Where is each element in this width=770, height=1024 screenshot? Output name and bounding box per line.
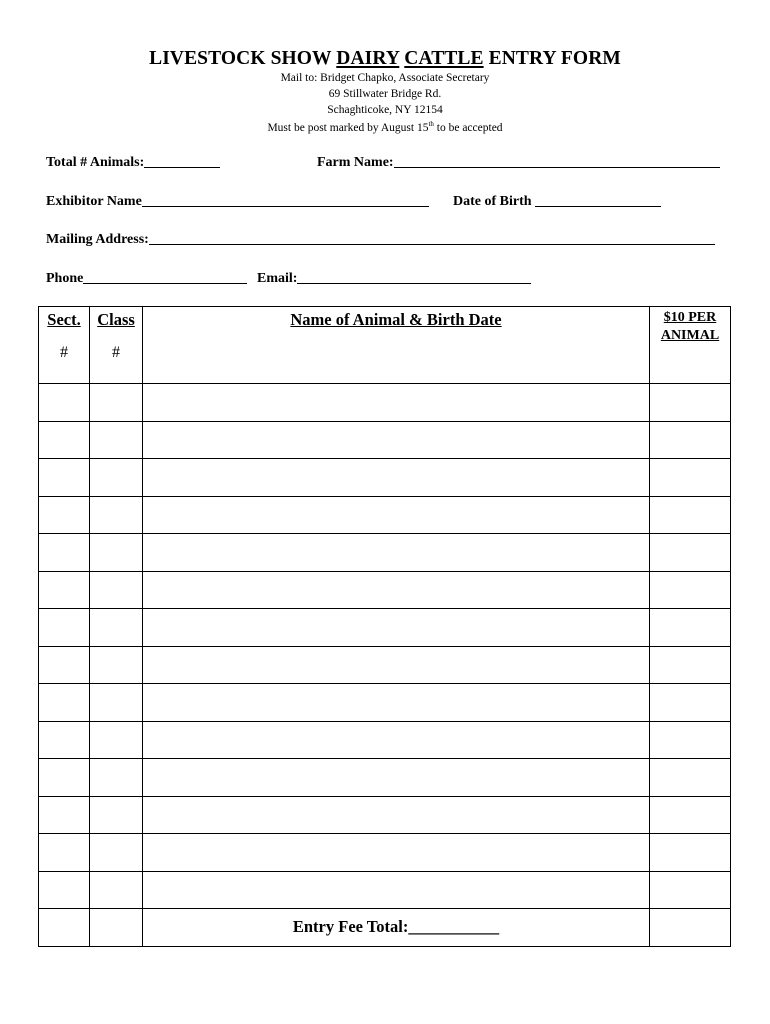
class-cell[interactable] xyxy=(90,684,143,722)
mailing-address-blank[interactable] xyxy=(149,230,715,245)
class-cell[interactable] xyxy=(90,909,143,947)
table-row xyxy=(39,534,731,572)
table-row xyxy=(39,459,731,497)
fee-cell[interactable] xyxy=(650,609,731,647)
animal-name-cell[interactable] xyxy=(143,646,650,684)
entry-fee-total[interactable]: Entry Fee Total:___________ xyxy=(143,909,650,947)
fee-cell[interactable] xyxy=(650,909,731,947)
fee-cell[interactable] xyxy=(650,459,731,497)
animal-name-cell[interactable] xyxy=(143,459,650,497)
sect-cell[interactable] xyxy=(39,646,90,684)
table-row xyxy=(39,384,731,422)
fee-cell[interactable] xyxy=(650,571,731,609)
fee-cell[interactable] xyxy=(650,834,731,872)
sect-header: Sect. # xyxy=(39,307,90,384)
animal-name-cell[interactable] xyxy=(143,496,650,534)
animal-name-cell[interactable] xyxy=(143,571,650,609)
sect-cell[interactable] xyxy=(39,759,90,797)
mailing-address-field[interactable] xyxy=(46,230,715,248)
table-row xyxy=(39,571,731,609)
table-header-row xyxy=(39,307,731,384)
animal-name-cell[interactable] xyxy=(143,871,650,909)
entries-table xyxy=(38,306,731,947)
table-row xyxy=(39,609,731,647)
table-row xyxy=(39,496,731,534)
exhibitor-name-field[interactable] xyxy=(46,192,429,210)
sect-cell[interactable] xyxy=(39,534,90,572)
class-cell[interactable] xyxy=(90,384,143,422)
animal-name-cell[interactable] xyxy=(143,684,650,722)
farm-name-label: Farm Name: xyxy=(317,155,394,170)
sect-cell[interactable] xyxy=(39,421,90,459)
street-line: 69 Stillwater Bridge Rd. xyxy=(328,88,442,100)
table-row xyxy=(39,796,731,834)
animal-name-cell[interactable] xyxy=(143,721,650,759)
sect-cell[interactable] xyxy=(39,496,90,534)
table-row xyxy=(39,684,731,722)
total-animals-blank[interactable] xyxy=(144,153,220,168)
class-cell[interactable] xyxy=(90,421,143,459)
sect-cell[interactable] xyxy=(39,871,90,909)
sect-cell[interactable] xyxy=(39,909,90,947)
fee-cell[interactable] xyxy=(650,496,731,534)
phone-field[interactable] xyxy=(46,269,247,287)
sect-cell[interactable] xyxy=(39,684,90,722)
table-row xyxy=(39,759,731,797)
animal-name-cell[interactable] xyxy=(143,421,650,459)
fee-cell[interactable] xyxy=(650,421,731,459)
class-cell[interactable] xyxy=(90,646,143,684)
table-row xyxy=(39,721,731,759)
class-cell[interactable] xyxy=(90,721,143,759)
entry-fee-total-row xyxy=(39,909,731,947)
table-row xyxy=(39,871,731,909)
exhibitor-name-label: Exhibitor Name xyxy=(46,194,142,209)
fee-cell[interactable] xyxy=(650,759,731,797)
date-of-birth-field[interactable] xyxy=(453,192,661,210)
animal-name-cell[interactable] xyxy=(143,834,650,872)
class-cell[interactable] xyxy=(90,759,143,797)
fee-cell[interactable] xyxy=(650,534,731,572)
class-cell[interactable] xyxy=(90,459,143,497)
fee-header: $10 PER ANIMAL xyxy=(650,307,731,384)
animal-name-cell[interactable] xyxy=(143,796,650,834)
sect-cell[interactable] xyxy=(39,571,90,609)
form-title: LIVESTOCK SHOW DAIRY CATTLE ENTRY FORM xyxy=(149,48,621,69)
mailing-address-label: Mailing Address: xyxy=(46,232,149,247)
email-label: Email: xyxy=(257,271,298,286)
total-animals-field[interactable] xyxy=(46,153,220,171)
table-row xyxy=(39,421,731,459)
name-header: Name of Animal & Birth Date xyxy=(143,307,650,384)
class-cell[interactable] xyxy=(90,534,143,572)
fee-cell[interactable] xyxy=(650,684,731,722)
class-cell[interactable] xyxy=(90,834,143,872)
fee-cell[interactable] xyxy=(650,796,731,834)
total-animals-label: Total # Animals: xyxy=(46,155,145,170)
table-row xyxy=(39,834,731,872)
class-cell[interactable] xyxy=(90,871,143,909)
animal-name-cell[interactable] xyxy=(143,609,650,647)
sect-cell[interactable] xyxy=(39,834,90,872)
email-field[interactable] xyxy=(257,269,531,287)
animal-name-cell[interactable] xyxy=(143,384,650,422)
fee-cell[interactable] xyxy=(650,384,731,422)
class-cell[interactable] xyxy=(90,496,143,534)
deadline-line: Must be post marked by August 15th to be accepted xyxy=(267,120,503,134)
mail-to-line: Mail to: Bridget Chapko, Associate Secretary xyxy=(280,72,490,84)
class-cell[interactable] xyxy=(90,796,143,834)
sect-cell[interactable] xyxy=(39,796,90,834)
phone-label: Phone xyxy=(46,271,84,286)
sect-cell[interactable] xyxy=(39,384,90,422)
sect-cell[interactable] xyxy=(39,609,90,647)
sect-cell[interactable] xyxy=(39,459,90,497)
email-blank[interactable] xyxy=(297,269,531,284)
animal-name-cell[interactable] xyxy=(143,759,650,797)
fee-cell[interactable] xyxy=(650,646,731,684)
date-of-birth-label: Date of Birth xyxy=(453,194,532,209)
phone-blank[interactable] xyxy=(83,269,247,284)
fee-cell[interactable] xyxy=(650,721,731,759)
fee-cell[interactable] xyxy=(650,871,731,909)
farm-name-field[interactable] xyxy=(317,153,720,171)
table-row xyxy=(39,646,731,684)
exhibitor-name-blank[interactable] xyxy=(142,192,429,207)
farm-name-blank[interactable] xyxy=(394,153,720,168)
animal-name-cell[interactable] xyxy=(143,534,650,572)
class-header: Class # xyxy=(90,307,143,384)
class-cell[interactable] xyxy=(90,571,143,609)
sect-cell[interactable] xyxy=(39,721,90,759)
class-cell[interactable] xyxy=(90,609,143,647)
date-of-birth-blank[interactable] xyxy=(535,192,661,207)
city-line: Schaghticoke, NY 12154 xyxy=(327,104,443,116)
